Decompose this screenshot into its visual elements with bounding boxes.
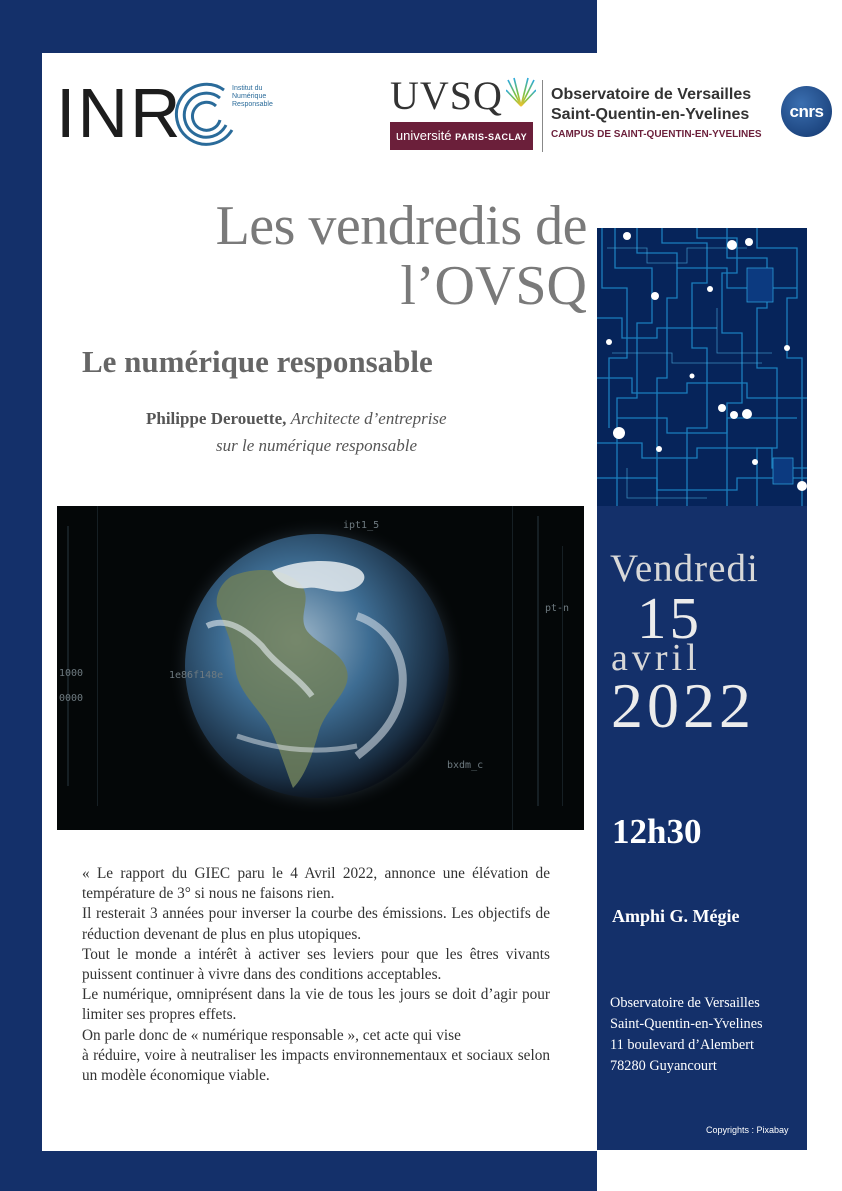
logo-separator [542, 80, 543, 152]
body-paragraph: Tout le monde a intérêt à activer ses leviers pour que les êtres vivants puissent continuer à vivre dans des conditions acceptables. [82, 945, 550, 984]
subtitle: Le numérique responsable [82, 344, 433, 379]
event-place: Amphi G. Mégie [612, 906, 740, 926]
event-time: 12h30 [612, 812, 702, 851]
title-line1: Les vendredis de [215, 195, 587, 257]
body-paragraph: On parle donc de « numérique responsable », cet acte qui vise [82, 1026, 461, 1044]
uvsq-sun-logo [506, 76, 536, 108]
address-line: 78280 Guyancourt [610, 1058, 717, 1074]
photo-code-2: 1e86f148e [169, 670, 224, 681]
body-paragraph: « Le rapport du GIEC paru le 4 Avril 2022, annonce une élévation de température de 3° si nous ne faisons rien. [82, 865, 550, 903]
paris-saclay-label: PARIS-SACLAY [455, 132, 528, 142]
event-day-number: 15 [637, 585, 702, 651]
body-paragraph: Le numérique, omniprésent dans la vie de tous les jours se doit d’agir pour limiter ses propres effets. [82, 986, 550, 1024]
speaker-role-line2: sur le numérique responsable [216, 436, 417, 455]
body-text [82, 864, 550, 1086]
body-paragraph: à réduire, voire à neutraliser les impacts environnementaux et sociaux selon un modèle économique viable. [82, 1046, 550, 1085]
photo-code-5: 1000 [59, 668, 84, 679]
uvsq-wordmark: UVSQ [390, 73, 503, 118]
cnrs-logo: cnrs [781, 86, 832, 137]
address-line: Observatoire de Versailles [610, 995, 760, 1011]
event-address [610, 993, 763, 1077]
address-line: 11 boulevard d’Alembert [610, 1037, 754, 1053]
photo-code-3: pt-n [545, 603, 570, 614]
circuit-board-image [597, 228, 807, 506]
inr-wordmark: INR [56, 74, 183, 152]
paris-saclay-badge [390, 122, 533, 150]
address-line: Saint-Quentin-en-Yvelines [610, 1016, 763, 1032]
speaker-line1 [146, 409, 447, 429]
title-line2: l’OVSQ [400, 255, 587, 317]
event-month: avril [611, 637, 701, 679]
universite-label: université [395, 128, 452, 143]
ovsq-campus-line: CAMPUS DE SAINT-QUENTIN-EN-YVELINES [551, 129, 762, 140]
earth-image [57, 506, 584, 830]
event-day-word: Vendredi [610, 547, 759, 590]
ovsq-name-line2: Saint-Quentin-en-Yvelines [551, 106, 750, 123]
body-paragraph: Il resterait 3 années pour inverser la courbe des émissions. Les objectifs de réduction devenant de plus en plus utopiques. [82, 905, 550, 943]
photo-code-4: bxdm_c [447, 760, 484, 771]
speaker-name: Philippe Derouette, [146, 409, 287, 428]
inr-caption: Institut du Numérique Responsable [232, 85, 273, 108]
speaker-role: Architecte d’entreprise [290, 409, 447, 428]
ovsq-name-line1: Observatoire de Versailles [551, 86, 752, 103]
event-year: 2022 [611, 670, 755, 741]
photo-code-1: ipt1_5 [343, 520, 380, 531]
photo-code-6: 0000 [59, 693, 84, 704]
copyright-note: Copyrights : Pixabay [706, 1125, 789, 1135]
